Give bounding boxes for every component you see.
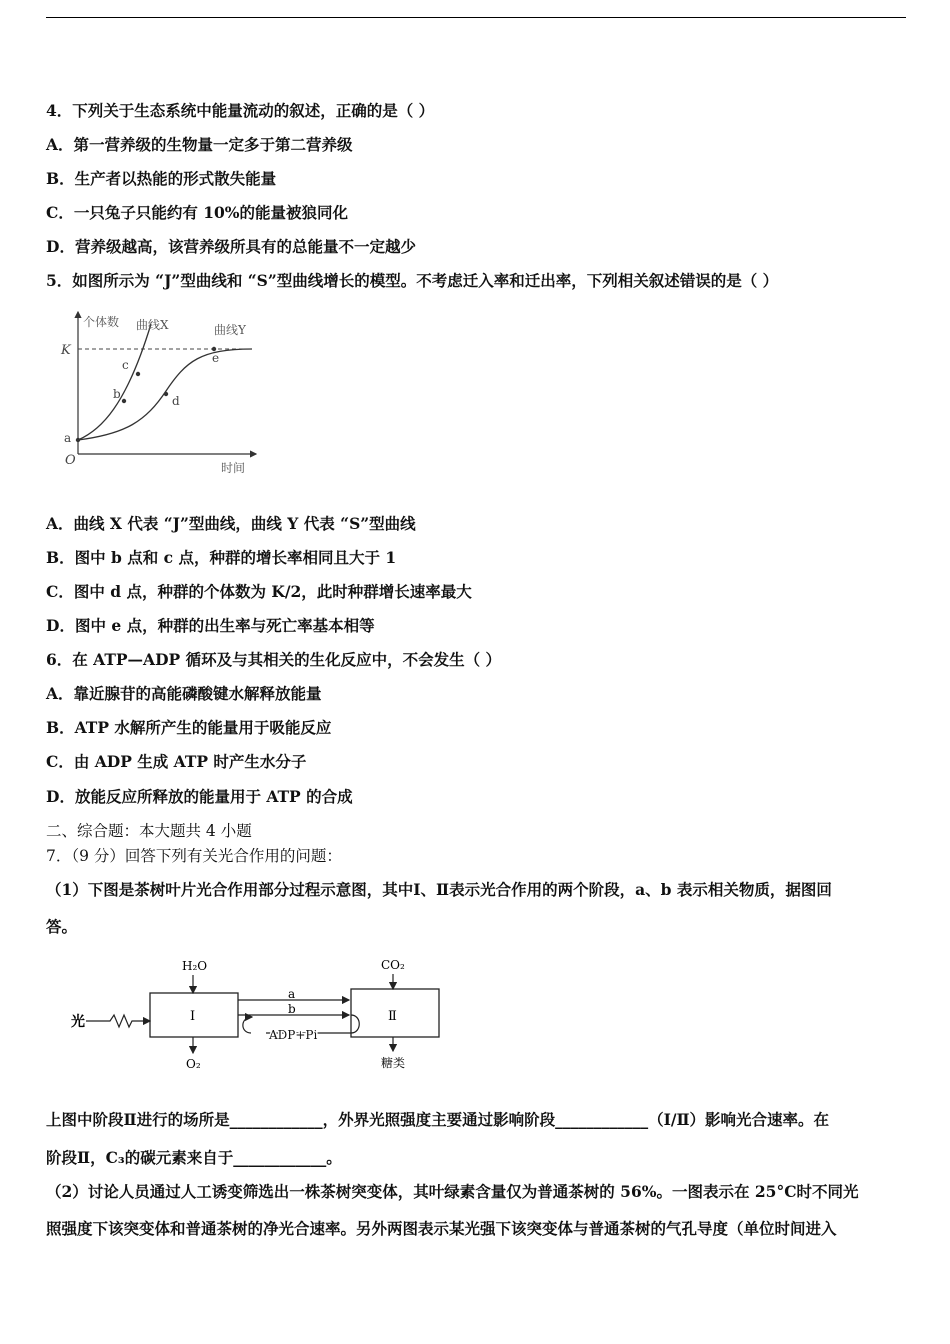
q5-stem: 5．如图所示为 “J”型曲线和 “S”型曲线增长的模型。不考虑迁入率和迁出率，下列相关叙述错误的是（ ） (46, 271, 779, 290)
photosynthesis-diagram (66, 955, 446, 1075)
q6-option-a: A．靠近腺苷的高能磷酸键水解释放能量 (46, 684, 322, 703)
adp-return-left (243, 1017, 252, 1033)
q7-part1-q-line1: 上图中阶段Ⅱ进行的场所是____________，外界光照强度主要通过影响阶段____________（Ⅰ/Ⅱ）影响光合速率。在 (46, 1110, 830, 1129)
q4-option-d: D．营养级越高，该营养级所具有的总能量不一定越少 (46, 237, 416, 256)
label-a: a (64, 431, 72, 445)
section-heading: 二、综合题：本大题共 4 小题 (46, 822, 252, 840)
o2-label: O₂ (186, 1057, 201, 1071)
a-label: a (288, 987, 296, 1001)
q7-part1-line2: 答。 (46, 917, 78, 936)
q7-part1-q-line2: 阶段Ⅱ，C₃的碳元素来自于____________。 (46, 1148, 342, 1167)
point-b (122, 399, 126, 403)
y-axis-label: 个体数 (83, 315, 120, 329)
q6-option-d: D．放能反应所释放的能量用于 ATP 的合成 (46, 787, 353, 806)
q4-option-b: B．生产者以热能的形式散失能量 (46, 169, 277, 188)
q7-part2-line2: 照强度下该突变体和普通茶树的净光合速率。另外两图表示某光强下该突变体与普通茶树的气孔导度（单位时间进入 (46, 1219, 837, 1238)
origin-label: O (65, 453, 76, 468)
co2-label: CO₂ (381, 958, 405, 972)
q4-stem: 4．下列关于生态系统中能量流动的叙述，正确的是（ ） (46, 101, 435, 120)
q6-option-c: C．由 ADP 生成 ATP 时产生水分子 (46, 752, 307, 771)
curve-y-label: 曲线Y (214, 323, 246, 337)
q7-part2-line1: （2）讨论人员通过人工诱变筛选出一株茶树突变体，其叶绿素含量仅为普通茶树的 56%。一图表示在 25°C时不同光 (46, 1182, 859, 1201)
label-d: d (172, 394, 180, 408)
q5-option-b: B．图中 b 点和 c 点，种群的增长率相同且大于 1 (46, 548, 397, 567)
q5-option-c: C．图中 d 点，种群的个体数为 K/2，此时种群增长速率最大 (46, 582, 472, 601)
stage-1-label: Ⅰ (190, 1009, 196, 1024)
point-c (136, 372, 140, 376)
q6-stem: 6．在 ATP—ADP 循环及与其相关的生化反应中，不会发生（ ） (46, 650, 501, 669)
label-e: e (212, 351, 220, 365)
light-arrow (86, 1015, 150, 1027)
q7-part1-line1: （1）下图是茶树叶片光合作用部分过程示意图，其中Ⅰ、Ⅱ表示光合作用的两个阶段，a、b 表示相关物质，据图回 (46, 880, 832, 899)
q5-option-a: A．曲线 X 代表 “J”型曲线，曲线 Y 代表 “S”型曲线 (46, 514, 416, 533)
q4-option-a: A．第一营养级的生物量一定多于第二营养级 (46, 135, 353, 154)
header-rule (46, 17, 906, 18)
x-axis-label: 时间 (221, 461, 246, 475)
q6-option-b: B．ATP 水解所产生的能量用于吸能反应 (46, 718, 332, 737)
adp-label: ADP+Pi (269, 1028, 318, 1042)
label-b: b (113, 387, 121, 401)
b-label: b (288, 1002, 296, 1016)
h2o-label: H₂O (182, 959, 208, 973)
q7-stem: 7．（9 分）回答下列有关光合作用的问题： (46, 847, 342, 865)
point-a (76, 438, 80, 442)
k-label: K (61, 343, 71, 358)
q4-option-c: C．一只兔子只能约有 10%的能量被狼同化 (46, 203, 349, 222)
growth-curve-figure (56, 306, 266, 484)
stage-2-label: Ⅱ (388, 1009, 397, 1024)
light-label: 光 (71, 1014, 85, 1030)
curve-x-label: 曲线X (136, 318, 169, 332)
sugar-label: 糖类 (381, 1056, 406, 1070)
label-c: c (122, 358, 129, 372)
point-d (164, 392, 168, 396)
q5-option-d: D．图中 e 点，种群的出生率与死亡率基本相等 (46, 616, 375, 635)
curve-x (78, 324, 151, 440)
